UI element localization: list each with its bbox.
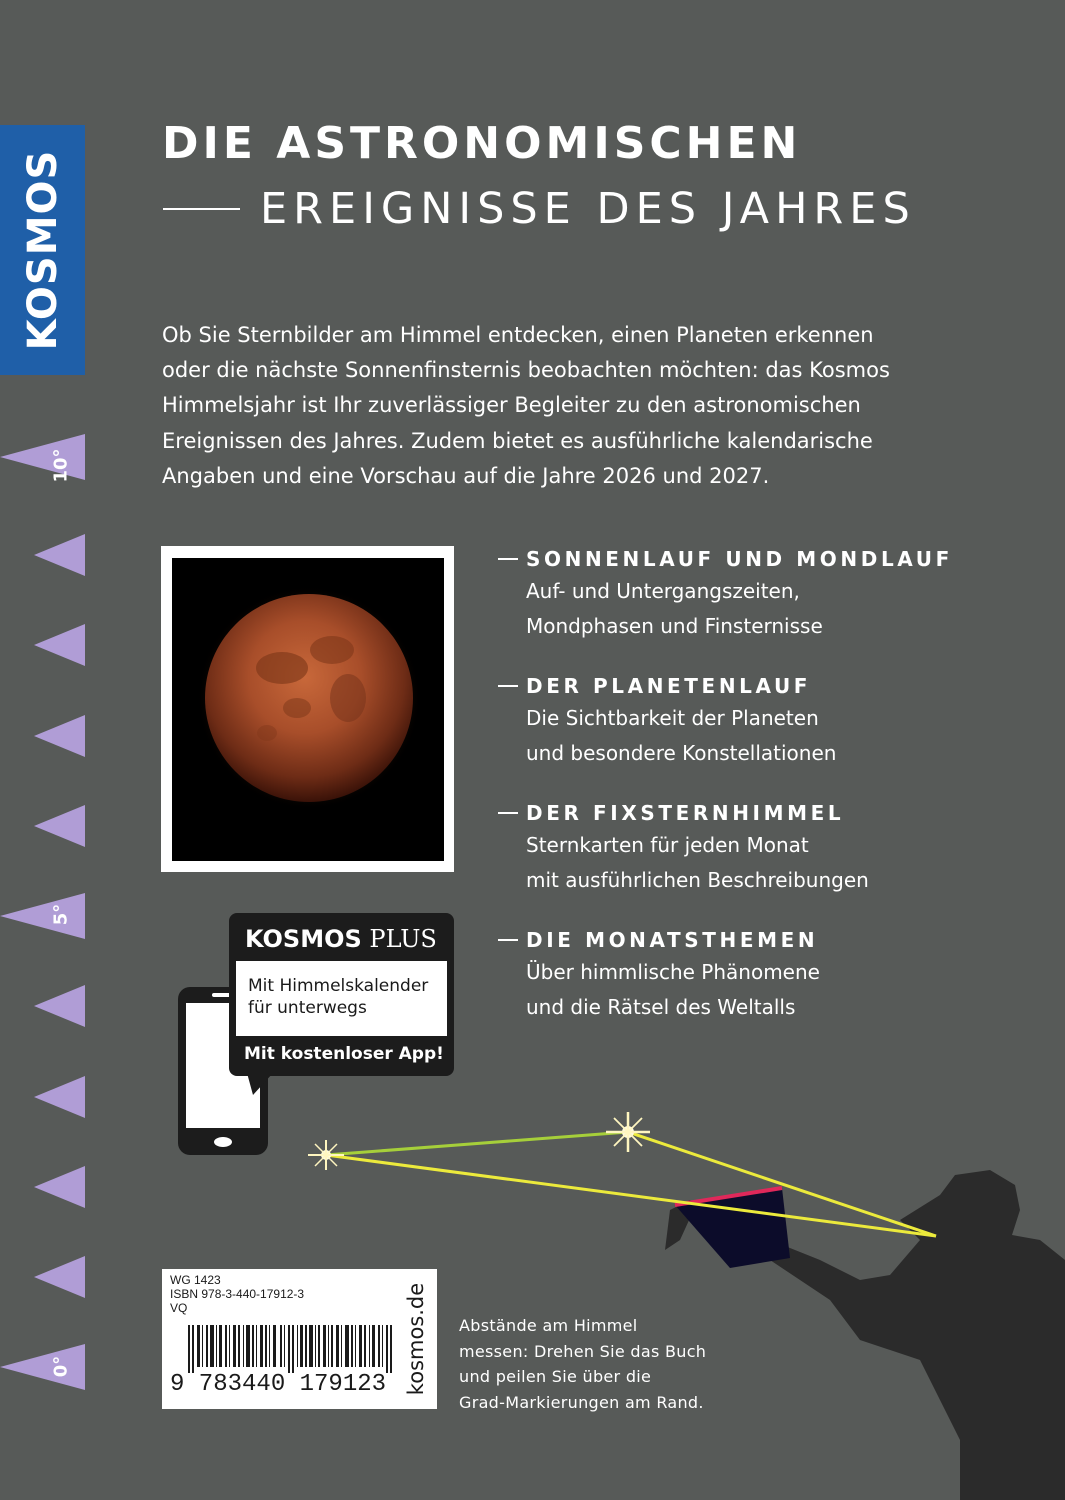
scale-label-0: 0° (50, 1355, 72, 1378)
plus-footer: Mit kostenloser App! (244, 1044, 444, 1064)
title-line-1: DIE ASTRONOMISCHEN (162, 118, 802, 169)
feature-text: Über himmlische Phänomene (526, 960, 820, 984)
feature-text: und besondere Konstellationen (526, 741, 837, 765)
intro-line: Angaben und eine Vorschau auf die Jahre 2026 und 2027. (162, 463, 770, 488)
illustration-caption (459, 1313, 706, 1415)
intro-line: Himmelsjahr ist Ihr zuverlässiger Begleiter zu den astronomischen (162, 393, 861, 418)
feature-planetenlauf (498, 671, 1018, 771)
kosmos-logo-text: KOSMOS (19, 149, 66, 351)
dash-icon (498, 812, 518, 814)
speech-bubble-tail (247, 1073, 277, 1097)
feature-text: Sternkarten für jeden Monat (526, 833, 809, 857)
scale-marker-5 (0, 893, 85, 939)
feature-heading: SONNENLAUF UND MONDLAUF (526, 547, 953, 571)
scale-label-10: 10° (50, 448, 72, 483)
barcode-label (162, 1269, 437, 1409)
caption-line: Abstände am Himmel (459, 1316, 638, 1335)
scale-marker (0, 1164, 85, 1210)
feature-heading: DER PLANETENLAUF (526, 674, 812, 698)
feature-text: Mondphasen und Finsternisse (526, 614, 823, 638)
dash-icon (498, 939, 518, 941)
scale-marker (0, 622, 85, 668)
intro-paragraph (162, 318, 922, 494)
scale-marker (0, 983, 85, 1029)
moon-photo-frame (161, 546, 454, 872)
intro-line: Ob Sie Sternbilder am Himmel entdecken, einen Planeten erkennen (162, 323, 874, 347)
barcode-isbn: ISBN 978-3-440-17912-3 (170, 1287, 305, 1301)
feature-text: Auf- und Untergangszeiten, (526, 579, 800, 603)
barcode-number: 9 783440 179123 (170, 1371, 387, 1398)
scale-marker (0, 532, 85, 578)
star-icon (606, 1112, 650, 1152)
caption-line: messen: Drehen Sie das Buch (459, 1341, 707, 1361)
feature-fixsternhimmel (498, 798, 1018, 898)
feature-monatsthemen (498, 925, 1018, 1025)
dash-icon (498, 558, 518, 560)
barcode-vq: VQ (170, 1301, 188, 1315)
feature-text: Die Sichtbarkeit der Planeten (526, 706, 819, 730)
website-url: kosmos.de (404, 1282, 428, 1396)
feature-text: und die Rätsel des Weltalls (526, 995, 796, 1019)
scale-label-5: 5° (50, 903, 72, 926)
caption-line: und peilen Sie über die (459, 1367, 652, 1386)
plus-label: PLUS (369, 925, 437, 953)
plus-description (236, 961, 447, 1036)
feature-heading: DER FIXSTERNHIMMEL (526, 801, 845, 825)
star-icon (308, 1140, 344, 1170)
kosmos-plus-badge (229, 913, 454, 1076)
barcode-wg: WG 1423 (170, 1273, 221, 1287)
scale-marker (0, 1254, 85, 1300)
feature-sonnenlauf (498, 544, 1018, 644)
plus-text-line: für unterwegs (248, 998, 367, 1018)
intro-line: Ereignissen des Jahres. Zudem bietet es ausführliche kalendarische (162, 428, 873, 453)
scale-marker (0, 803, 85, 849)
intro-line: oder die nächste Sonnenfinsternis beobachten möchten: das Kosmos (162, 358, 890, 383)
eclipse-moon-photo (172, 558, 444, 861)
title-line-2: EREIGNISSE DES JAHRES (260, 184, 916, 234)
scale-marker-0 (0, 1344, 85, 1390)
feature-text: mit ausführlichen Beschreibungen (526, 868, 869, 892)
caption-line: Grad-Markierungen am Rand. (459, 1392, 704, 1412)
kosmos-logo (0, 125, 85, 375)
feature-heading: DIE MONATSTHEMEN (526, 928, 819, 952)
title-dash (163, 208, 240, 210)
barcode-bars (188, 1325, 398, 1373)
scale-marker-10 (0, 434, 85, 480)
plus-text-line: Mit Himmelskalender (248, 976, 429, 996)
scale-marker (0, 1074, 85, 1120)
dash-icon (498, 685, 518, 687)
scale-marker (0, 713, 85, 759)
plus-brand: KOSMOS (245, 925, 362, 953)
